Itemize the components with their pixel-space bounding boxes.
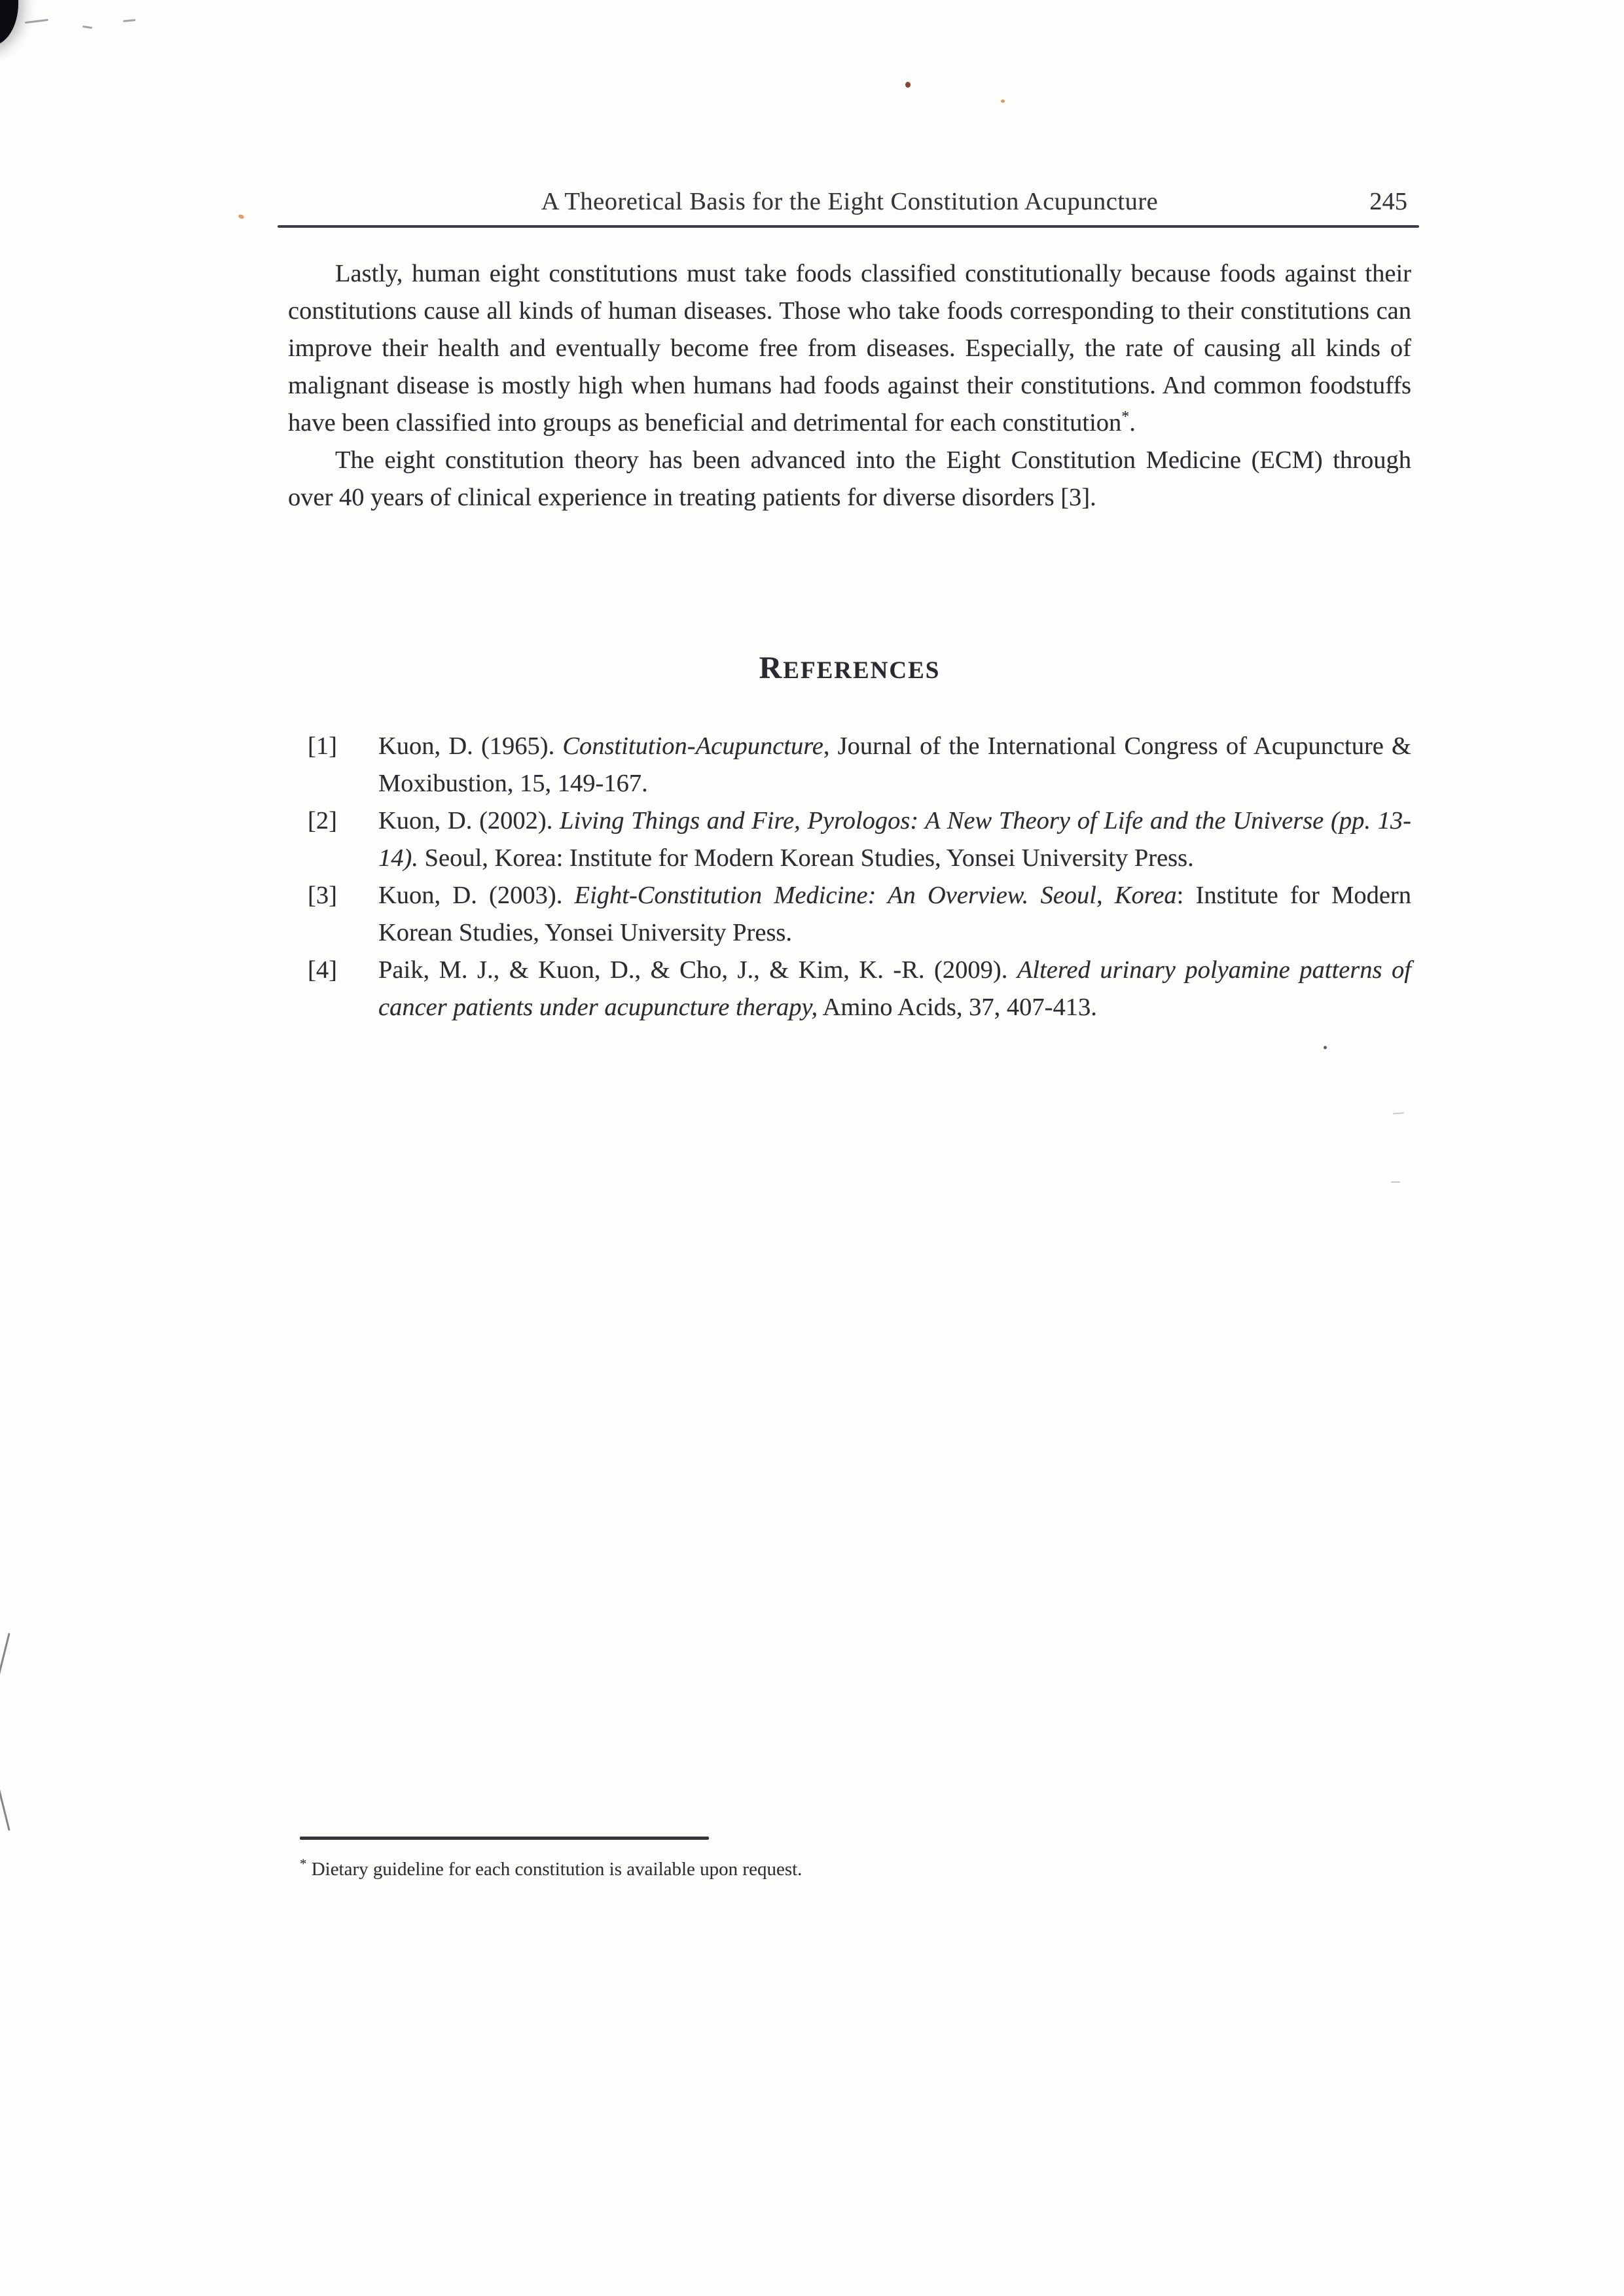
reference-text: Paik, M. J., & Kuon, D., & Cho, J., & Kim, K. -R. (2009). Altered urinary polyamine patterns of cancer patients under acupuncture therapy, Amino Acids, 37, 407-413. — [378, 956, 1411, 1021]
reference-item — [288, 802, 1411, 877]
pencil-mark — [0, 1785, 10, 1831]
reference-text: Kuon, D. (1965). Constitution-Acupuncture, Journal of the International Congress of Acupuncture & Moxibustion, 15, 149-167. — [378, 732, 1411, 797]
paragraph-foods: Lastly, human eight constitutions must take foods classified constitutionally because foods against their constitutions cause all kinds of human diseases. Those who take foods corresponding to their constitutions can improve their health and eventually become free from diseases. Especially, the rate of causing all kinds of malignant disease is mostly high when humans had foods against their constitutions. And common foodstuffs have been classified into groups as beneficial and detrimental for each constitution*. — [288, 260, 1411, 437]
reference-label: [2] — [308, 807, 337, 834]
paragraph-ecm: The eight constitution theory has been advanced into the Eight Constitution Medicine (ECM) through over 40 years of clinical experience in treating patients for diverse disorders [3]. — [288, 446, 1411, 511]
running-head-title: A Theoretical Basis for the Eight Constitution Acupuncture — [541, 188, 1159, 215]
reference-label: [3] — [308, 882, 337, 909]
scan-mark — [123, 19, 135, 22]
scan-mark — [25, 19, 48, 24]
scan-mark — [82, 26, 92, 29]
ink-speck — [1001, 99, 1005, 103]
reference-text: Kuon, D. (2002). Living Things and Fire, Pyrologos: A New Theory of Life and the Universe (pp. 13-14). Seoul, Korea: Institute for Modern Korean Studies, Yonsei University Press. — [378, 807, 1411, 872]
reference-item — [288, 728, 1411, 802]
references-heading-initial: R — [759, 651, 784, 685]
ink-speck — [905, 82, 911, 88]
page-number: 245 — [1369, 188, 1407, 215]
references-list — [288, 728, 1411, 1026]
footnote-text: Dietary guideline for each constitution is available upon request. — [311, 1859, 803, 1880]
ink-speck — [238, 214, 245, 220]
ink-speck — [1324, 1046, 1327, 1049]
reference-item — [288, 877, 1411, 952]
faint-scratch — [1391, 1181, 1400, 1183]
references-heading-rest: EFERENCES — [783, 657, 941, 684]
header-divider — [278, 225, 1419, 228]
reference-label: [4] — [308, 956, 337, 984]
references-heading — [288, 650, 1411, 686]
faint-scratch — [1393, 1112, 1404, 1114]
footnote — [300, 1856, 1282, 1882]
footnote-asterisk: * — [300, 1856, 307, 1872]
footnote-divider — [300, 1837, 709, 1840]
reference-label: [1] — [308, 732, 337, 760]
reference-text: Kuon, D. (2003). Eight-Constitution Medicine: An Overview. Seoul, Korea: Institute for Modern Korean Studies, Yonsei University Press. — [378, 882, 1411, 946]
reference-item — [288, 952, 1411, 1026]
body-text-block — [288, 255, 1411, 516]
page-header — [288, 187, 1411, 216]
scan-corner-artifact — [0, 0, 18, 46]
pencil-mark — [0, 1633, 10, 1679]
